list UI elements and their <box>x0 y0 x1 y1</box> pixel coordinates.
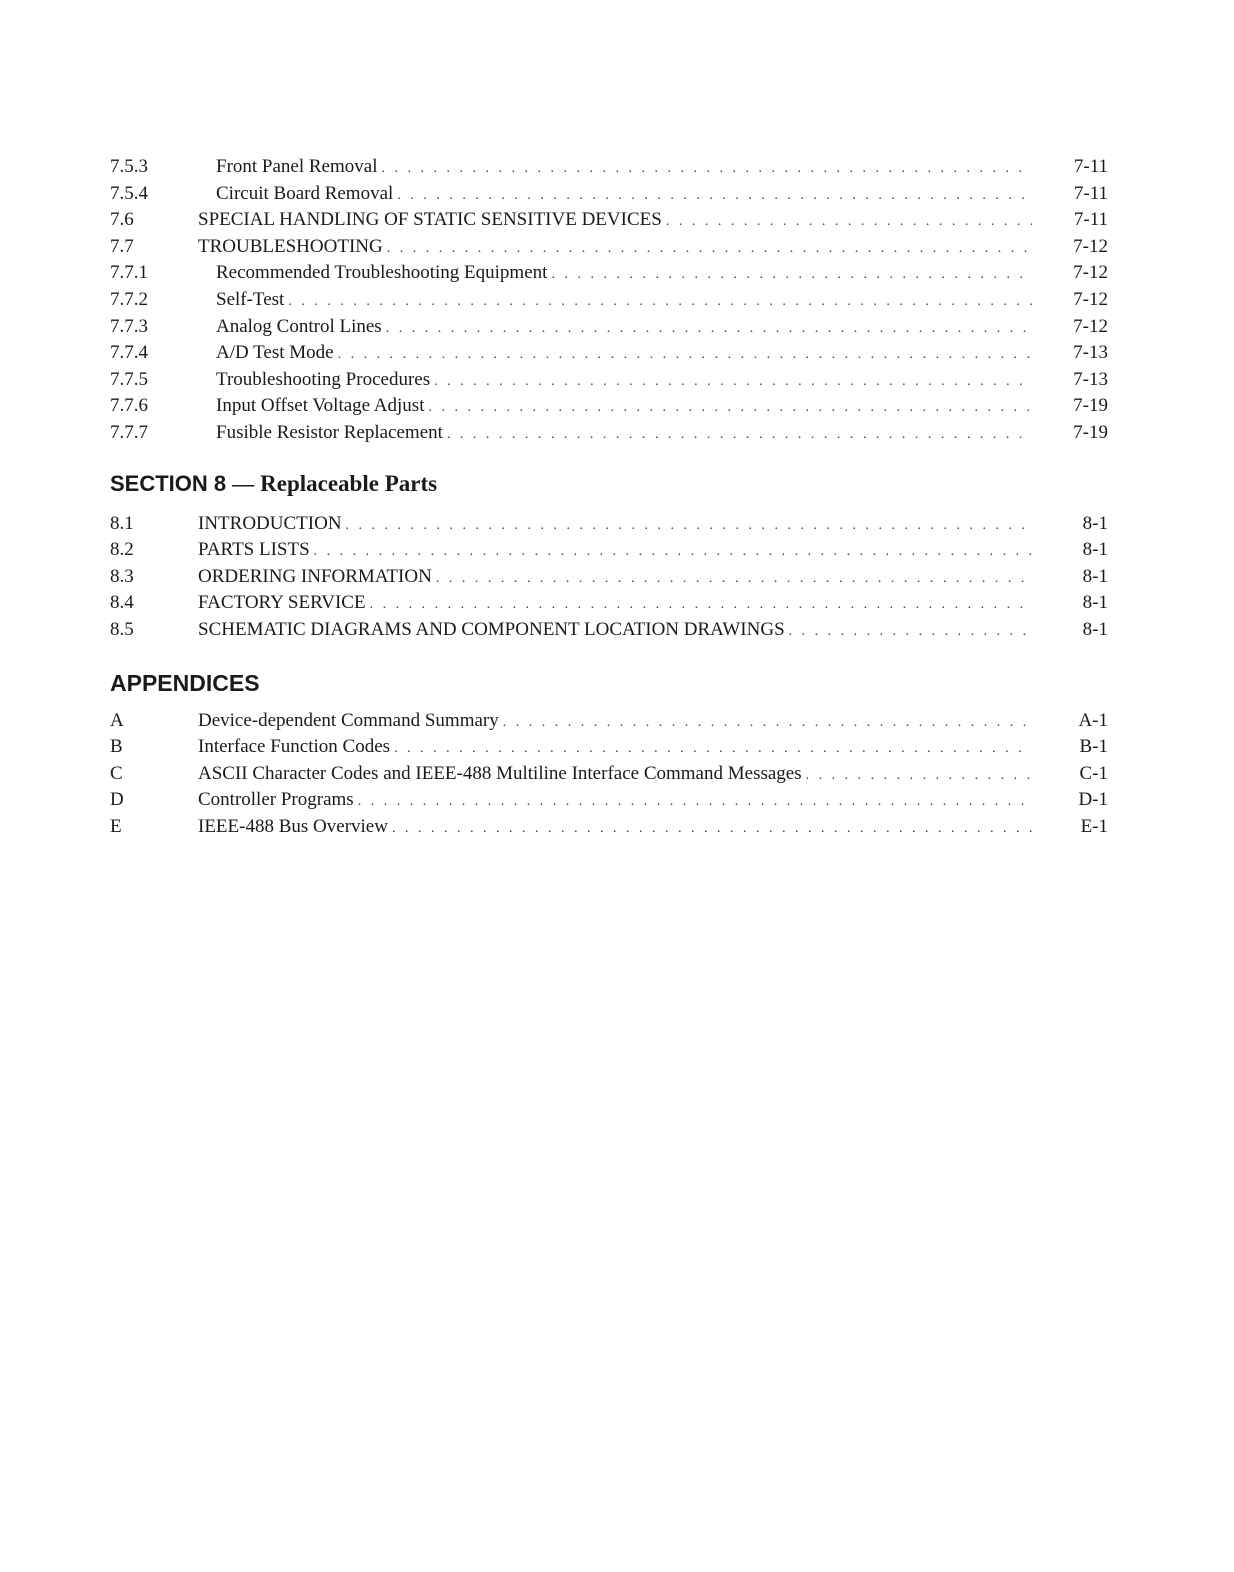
toc-entry-title: A/D Test Mode <box>216 342 334 364</box>
toc-entry-title: SCHEMATIC DIAGRAMS AND COMPONENT LOCATION DRAWINGS <box>198 618 785 640</box>
toc-entry-page: 7-11 <box>1073 156 1108 177</box>
toc-continued-list <box>110 154 1110 447</box>
dot-leader <box>434 369 1032 396</box>
dot-leader <box>392 816 1032 843</box>
dot-leader <box>346 513 1032 540</box>
dot-leader <box>386 316 1032 343</box>
dot-leader <box>428 395 1032 422</box>
toc-entry-page: B-1 <box>1079 736 1108 758</box>
toc-entry-title: Front Panel Removal <box>216 156 378 177</box>
section-dash: — <box>232 470 255 496</box>
toc-entry-page: 8-1 <box>1082 539 1108 561</box>
appendices-label: APPENDICES <box>110 669 260 696</box>
dot-leader <box>503 710 1032 737</box>
toc-entry-page: 7-13 <box>1073 368 1108 390</box>
toc-entry-number: A <box>110 709 124 731</box>
toc-entry-title: Analog Control Lines <box>216 315 382 337</box>
toc-entry-number: 7.7.5 <box>110 368 148 390</box>
toc-entry <box>110 234 1110 261</box>
toc-entry-number: 8.5 <box>110 618 134 640</box>
toc-entry-number: D <box>110 789 124 811</box>
toc-entry-number: 7.7.3 <box>110 315 148 337</box>
dot-leader <box>789 619 1032 646</box>
toc-entry-title: INTRODUCTION <box>198 512 342 534</box>
toc-entry <box>110 537 1110 564</box>
toc-entry-title: Fusible Resistor Replacement <box>216 421 443 443</box>
toc-entry-page: 7-12 <box>1073 315 1108 337</box>
toc-entry-number: 8.2 <box>110 539 134 561</box>
toc-entry <box>110 340 1110 367</box>
toc-entry <box>110 154 1110 181</box>
toc-entry-title: Controller Programs <box>198 789 354 811</box>
section-8-list <box>110 511 1110 644</box>
toc-entry-title: Circuit Board Removal <box>216 182 394 204</box>
toc-entry-page: C-1 <box>1079 762 1108 784</box>
toc-entry-page: 8-1 <box>1082 592 1108 614</box>
toc-entry-title: Recommended Troubleshooting Equipment <box>216 262 548 284</box>
toc-entry-title: Interface Function Codes <box>198 736 391 758</box>
dot-leader <box>288 289 1032 316</box>
toc-entry <box>110 287 1110 314</box>
section-label: SECTION 8 <box>110 470 227 496</box>
toc-entry <box>110 207 1110 234</box>
toc-entry-page: D-1 <box>1078 789 1108 811</box>
toc-entry-number: 7.7.6 <box>110 395 148 417</box>
toc-entry-number: 7.7.7 <box>110 421 148 443</box>
toc-entry-page: 8-1 <box>1082 565 1108 587</box>
toc-entry-title: Self-Test <box>216 288 285 310</box>
toc-entry-page: 7-11 <box>1073 209 1108 231</box>
toc-entry-page: E-1 <box>1080 815 1108 837</box>
toc-entry-title: PARTS LISTS <box>198 539 310 561</box>
toc-entry-page: 7-11 <box>1073 182 1108 204</box>
toc-entry-page: 7-12 <box>1073 262 1108 284</box>
toc-entry-number: 7.5.4 <box>110 182 148 204</box>
toc-entry <box>110 590 1110 617</box>
dot-leader <box>338 342 1032 369</box>
toc-entry <box>110 181 1110 208</box>
toc-entry <box>110 367 1110 394</box>
section-title: Replaceable Parts <box>260 470 438 496</box>
toc-entry <box>110 761 1110 788</box>
dot-leader <box>314 539 1032 566</box>
toc-entry-number: 7.6 <box>110 209 134 231</box>
toc-entry-title: Device-dependent Command Summary <box>198 709 499 731</box>
toc-entry-title: TROUBLESHOOTING <box>198 235 383 257</box>
appendices-heading <box>110 666 1110 700</box>
toc-entry-number: E <box>110 815 122 837</box>
dot-leader <box>806 763 1032 790</box>
toc-entry-page: 8-1 <box>1082 512 1108 534</box>
toc-entry <box>110 708 1110 735</box>
toc-entry <box>110 617 1110 644</box>
toc-entry <box>110 393 1110 420</box>
toc-entry <box>110 564 1110 591</box>
dot-leader <box>370 592 1032 619</box>
toc-entry-number: B <box>110 736 123 758</box>
toc-entry-title: FACTORY SERVICE <box>198 592 366 614</box>
dot-leader <box>436 566 1032 593</box>
dot-leader <box>381 156 1032 183</box>
toc-entry-title: SPECIAL HANDLING OF STATIC SENSITIVE DEVICES <box>198 209 662 231</box>
dot-leader <box>551 262 1032 289</box>
dot-leader <box>666 209 1032 236</box>
toc-entry-number: 7.7 <box>110 235 134 257</box>
toc-entry-title: IEEE-488 Bus Overview <box>198 815 388 837</box>
toc-entry-page: 7-13 <box>1073 342 1108 364</box>
toc-entry-number: 7.5.3 <box>110 156 148 177</box>
toc-entry-number: 7.7.1 <box>110 262 148 284</box>
toc-entry <box>110 511 1110 538</box>
toc-entry <box>110 787 1110 814</box>
dot-leader <box>447 422 1032 449</box>
toc-entry-number: 8.4 <box>110 592 134 614</box>
toc-page <box>110 154 1110 840</box>
toc-entry <box>110 814 1110 841</box>
toc-entry-page: 7-12 <box>1073 235 1108 257</box>
toc-entry-page: A-1 <box>1078 709 1108 731</box>
toc-entry-number: 7.7.4 <box>110 342 148 364</box>
toc-entry-title: Troubleshooting Procedures <box>216 368 431 390</box>
appendices-list <box>110 708 1110 841</box>
toc-entry-page: 7-19 <box>1073 421 1108 443</box>
toc-entry-page: 8-1 <box>1082 618 1108 640</box>
toc-entry-number: 8.3 <box>110 565 134 587</box>
dot-leader <box>394 736 1032 763</box>
toc-entry <box>110 314 1110 341</box>
toc-entry-number: 7.7.2 <box>110 288 148 310</box>
section-8-heading <box>110 467 1110 501</box>
toc-entry-title: ASCII Character Codes and IEEE-488 Multiline Interface Command Messages <box>198 762 802 784</box>
toc-entry-title: Input Offset Voltage Adjust <box>216 395 425 417</box>
toc-entry-number: C <box>110 762 123 784</box>
toc-entry-title: ORDERING INFORMATION <box>198 565 432 587</box>
dot-leader <box>358 789 1032 816</box>
toc-entry-page: 7-19 <box>1073 395 1108 417</box>
toc-entry <box>110 420 1110 447</box>
toc-entry-page: 7-12 <box>1073 288 1108 310</box>
dot-leader <box>397 183 1032 210</box>
toc-entry-number: 8.1 <box>110 512 134 534</box>
toc-entry <box>110 260 1110 287</box>
dot-leader <box>387 236 1032 263</box>
toc-entry <box>110 734 1110 761</box>
